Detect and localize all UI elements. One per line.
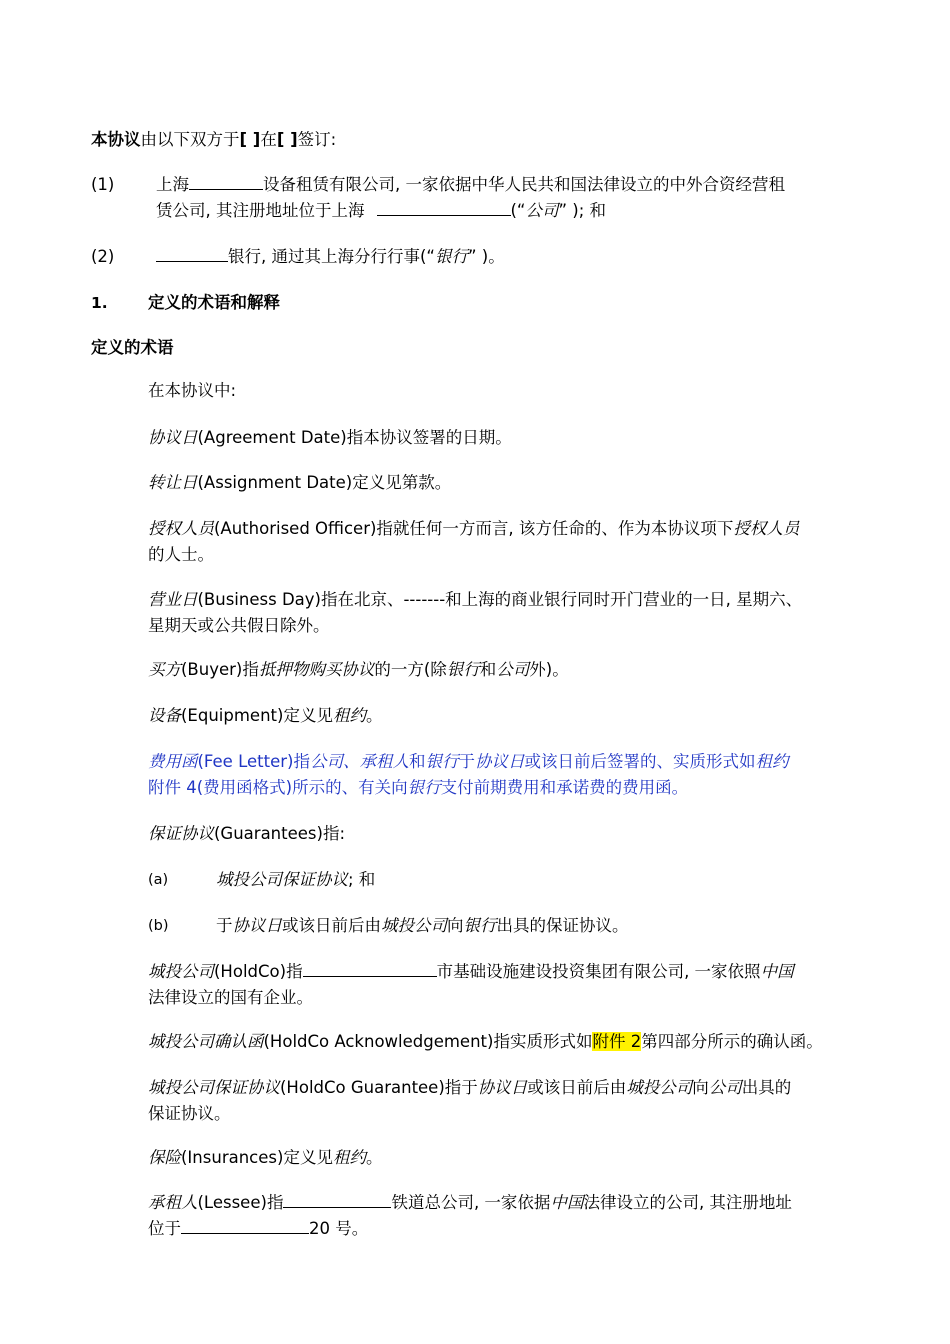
english-term: (Business Day) (197, 590, 321, 609)
preamble (91, 127, 336, 153)
definition-text: 定义见 (283, 706, 333, 725)
definition-text: 。 (365, 706, 383, 725)
defined-term: 银行 (463, 916, 497, 935)
defined-term: 协议日 (232, 916, 282, 935)
definition-text: 指本协议签署的日期。 (346, 428, 512, 447)
defined-term: 公司 (525, 201, 559, 220)
defined-term: 承租人 (148, 1193, 198, 1212)
definition-text: 星期天或公共假日除外。 (148, 616, 330, 635)
definition-authorised-officer (148, 516, 799, 568)
english-term: (Lessee) (197, 1193, 267, 1212)
definition-text: 于 (458, 752, 475, 771)
defined-term: 保险 (148, 1148, 181, 1167)
definition-text: 铁道总公司, 一家依据 (391, 1193, 551, 1212)
definition-assignment-date (148, 470, 451, 496)
defined-term: 租约 (332, 706, 366, 725)
english-term: (Assignment Date) (197, 473, 353, 492)
definition-text: 于 (216, 916, 233, 935)
definition-text: 指: (322, 824, 346, 843)
defined-term: 营业日 (148, 590, 198, 609)
section-title: 定义的术语和解释 (148, 293, 280, 312)
definition-text: 指就任何一方而言, 该方任命的、作为本协议项下 (376, 519, 734, 538)
defined-term: 银行 (434, 247, 468, 266)
party-1-number: (1) (91, 175, 115, 194)
definition-holdco (148, 959, 794, 1011)
party-2 (156, 244, 505, 270)
definition-text: 法律设立的公司, 其注册地址 (583, 1193, 792, 1212)
blank-line (189, 172, 263, 190)
definition-text: 或该日前后由 (282, 916, 381, 935)
defined-term: 银行 (446, 660, 480, 679)
party-text: 银行, 通过其上海分行行事(“ (228, 247, 435, 266)
blank-line (181, 1216, 309, 1234)
definition-text: 指于 (444, 1078, 478, 1097)
party-text: ” )。 (467, 247, 505, 266)
definition-text: 附件 4(费用函格式)所示的、有关向 (148, 778, 408, 797)
definition-equipment (148, 703, 382, 729)
english-term: (Equipment) (181, 706, 284, 725)
defined-term: 授权人员 (733, 519, 800, 538)
defined-term: 设备 (148, 706, 181, 725)
definition-text: 向 (692, 1078, 709, 1097)
defined-term: 城投公司确认函 (148, 1032, 264, 1051)
definition-text: 指 (293, 752, 310, 771)
definition-text: 保证协议。 (148, 1104, 231, 1123)
defined-term: 公司 (496, 660, 530, 679)
definition-buyer (148, 657, 569, 683)
defined-term: 授权人员 (148, 519, 214, 538)
definition-text: 位于 (148, 1219, 181, 1238)
definition-business-day (148, 587, 802, 639)
date-placeholder: [ ] (239, 130, 261, 149)
guarantee-item-a (216, 867, 375, 893)
definition-text: 和 (408, 752, 426, 771)
defined-term: 公司、承租人 (309, 752, 409, 771)
intro-text: 在本协议中: (148, 381, 237, 400)
definition-text: 的一方(除 (374, 660, 447, 679)
defined-term: 城投公司 (148, 962, 214, 981)
highlighted-reference: 附件 2 (592, 1032, 642, 1051)
definition-text: 或该日前后由 (527, 1078, 627, 1097)
party-2-number: (2) (91, 247, 115, 266)
definition-text: 定义见 (283, 1148, 333, 1167)
list-marker-a: (a) (148, 872, 169, 888)
english-term: (Agreement Date) (197, 428, 347, 447)
party-text: ” ); 和 (558, 201, 607, 220)
defined-term: 城投公司 (381, 916, 447, 935)
blank-line (156, 244, 228, 262)
definition-text: 市基础设施建设投资集团有限公司, 一家依照 (436, 962, 761, 981)
list-marker-b: (b) (148, 918, 169, 934)
definition-text: 出具的保证协议。 (496, 916, 629, 935)
defined-term: 协议日 (474, 752, 525, 771)
english-term: (Fee Letter) (197, 752, 294, 771)
definition-lessee (148, 1190, 792, 1242)
english-term: (Buyer) (181, 660, 243, 679)
preamble-text: 由以下双方于 (140, 130, 240, 149)
defined-term: 城投公司保证协议 (148, 1078, 280, 1097)
definition-text: 和 (479, 660, 497, 679)
definition-text: 外)。 (529, 660, 569, 679)
defined-term: 银行 (425, 752, 459, 771)
party-text: 赁公司, 其注册地址位于上海 (156, 201, 365, 220)
english-term: (Guarantees) (214, 824, 323, 843)
definition-text: 指 (242, 660, 259, 679)
defined-term: 协议日 (477, 1078, 528, 1097)
defined-term: 城投公司保证协议 (216, 870, 348, 889)
blank-line (303, 959, 437, 977)
definition-holdco-guarantee (148, 1075, 791, 1127)
definition-agreement-date (148, 425, 512, 451)
defined-term: 抵押物购买协议 (258, 660, 375, 679)
english-term: (Authorised Officer) (214, 519, 377, 538)
definition-text: 指在北京、-------和上海的商业银行同时开门营业的一日, 星期六、 (320, 590, 803, 609)
place-placeholder: [ ] (276, 130, 298, 149)
blank-line (377, 198, 511, 216)
party-text: 上海 (156, 175, 189, 194)
english-term: (HoldCo Guarantee) (280, 1078, 445, 1097)
defined-term: 银行 (407, 778, 441, 797)
definition-text: 指 (266, 1193, 284, 1212)
definition-text: 第四部分所示的确认函。 (641, 1032, 823, 1051)
definition-holdco-acknowledgement (148, 1029, 823, 1055)
definition-text: 指 (286, 962, 303, 981)
definition-text: 或该日前后签署的、实质形式如 (524, 752, 756, 771)
defined-term: 买方 (148, 660, 181, 679)
preamble-text: 签订: (297, 130, 337, 149)
defined-term: 租约 (755, 752, 789, 771)
definition-text: 指实质形式如 (493, 1032, 593, 1051)
subheading: 定义的术语 (91, 338, 174, 357)
defined-term: 公司 (708, 1078, 742, 1097)
english-term: (HoldCo Acknowledgement) (263, 1032, 494, 1051)
defined-term: 保证协议 (148, 824, 214, 843)
definition-text: 20 号。 (309, 1219, 369, 1238)
definition-text: 支付前期费用和承诺费的费用函。 (440, 778, 689, 797)
party-text: (“ (510, 201, 526, 220)
defined-term: 租约 (332, 1148, 366, 1167)
defined-term: 城投公司 (626, 1078, 693, 1097)
definition-text: 出具的 (741, 1078, 792, 1097)
definition-insurances (148, 1145, 382, 1171)
definition-text: 定义见第款。 (352, 473, 452, 492)
definition-text: 向 (447, 916, 464, 935)
defined-term: 中国 (550, 1193, 584, 1212)
section-number: 1. (91, 294, 108, 312)
definition-guarantees (148, 821, 345, 847)
definition-text: ; 和 (348, 870, 376, 889)
definition-text: 。 (365, 1148, 383, 1167)
definition-text: 的人士。 (148, 545, 214, 564)
defined-term: 费用函 (148, 752, 198, 771)
preamble-agreement: 本协议 (91, 130, 141, 149)
defined-term: 协议日 (148, 428, 198, 447)
defined-term: 转让日 (148, 473, 198, 492)
english-term: (HoldCo) (214, 962, 287, 981)
defined-term: 中国 (760, 962, 794, 981)
guarantee-item-b (216, 913, 629, 939)
definition-text: 法律设立的国有企业。 (148, 988, 313, 1007)
definition-fee-letter (148, 749, 788, 801)
party-1 (156, 172, 785, 224)
blank-line (283, 1190, 391, 1208)
preamble-text: 在 (260, 130, 277, 149)
english-term: (Insurances) (181, 1148, 284, 1167)
party-text: 设备租赁有限公司, 一家依据中华人民共和国法律设立的中外合资经营租 (263, 175, 785, 194)
